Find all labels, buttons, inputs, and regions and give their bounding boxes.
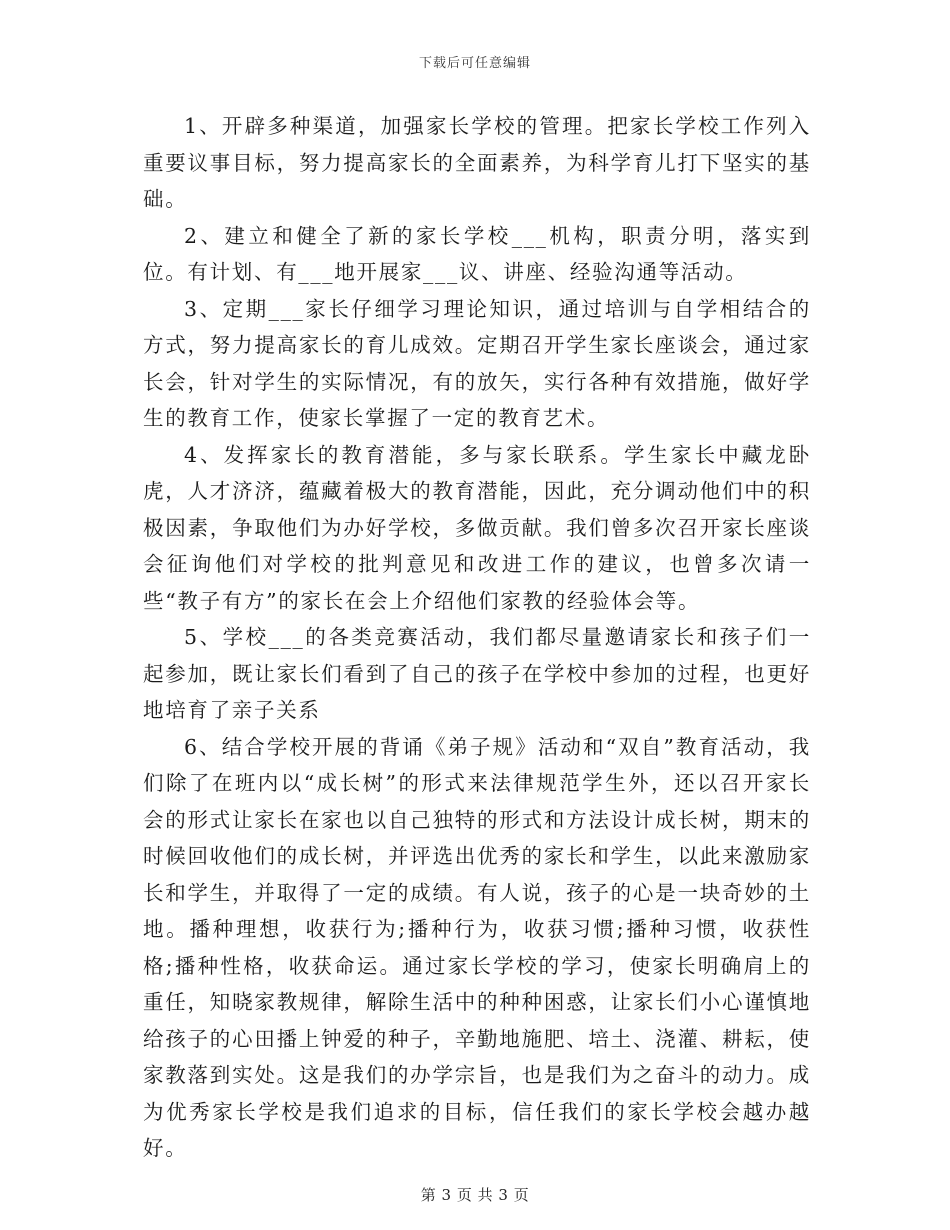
paragraph-4: 4、发挥家长的教育潜能，多与家长联系。学生家长中藏龙卧虎，人才济济，蕴藏着极大的教育潜能，因此，充分调动他们中的积极因素，争取他们为办好学校，多做贡献。我们曾多次召开家长座谈会征询他们对学校的批判意见和改进工作的建议，也曾多次请一些“教子有方”的家长在会上介绍他们家教的经验体会等。 [143,442,811,613]
paragraph-2: 2、建立和健全了新的家长学校___机构，职责分明，落实到位。有计划、有___地开展家___议、讲座、经验沟通等活动。 [143,223,811,284]
paragraph-3: 3、定期___家长仔细学习理论知识，通过培训与自学相结合的方式，努力提高家长的育儿成效。定期召开学生家长座谈会，通过家长会，针对学生的实际情况，有的放矢，实行各种有效措施，做好学生的教育工作，使家长掌握了一定的教育艺术。 [143,296,811,430]
page-header: 下载后可任意编辑 [418,56,531,71]
document-body [143,108,811,1167]
paragraph-6: 6、结合学校开展的背诵《弟子规》活动和“双自”教育活动，我们除了在班内以“成长树”的形式来法律规范学生外，还以召开家长会的形式让家长在家也以自己独特的形式和方法设计成长树，期末的时候回收他们的成长树，并评选出优秀的家长和学生，以此来激励家长和学生，并取得了一定的成绩。有人说，孩子的心是一块奇妙的土地。播种理想，收获行为;播种行为，收获习惯;播种习惯，收获性格;播种性格，收获命运。通过家长学校的学习，使家长明确肩上的重任，知晓家教规律，解除生活中的种种困惑，让家长们小心谨慎地给孩子的心田播上钟爱的种子，辛勤地施肥、培土、浇灌、耕耘，使家教落到实处。这是我们的办学宗旨，也是我们为之奋斗的动力。成为优秀家长学校是我们追求的目标，信任我们的家长学校会越办越好。 [143,734,811,1160]
page-number-footer: 第 3 页 共 3 页 [420,1186,530,1204]
paragraph-1: 1、开辟多种渠道，加强家长学校的管理。把家长学校工作列入重要议事目标，努力提高家长的全面素养，为科学育儿打下坚实的基础。 [143,114,811,211]
paragraph-5: 5、学校___的各类竞赛活动，我们都尽量邀请家长和孩子们一起参加，既让家长们看到了自己的孩子在学校中参加的过程，也更好地培育了亲子关系 [143,625,811,722]
